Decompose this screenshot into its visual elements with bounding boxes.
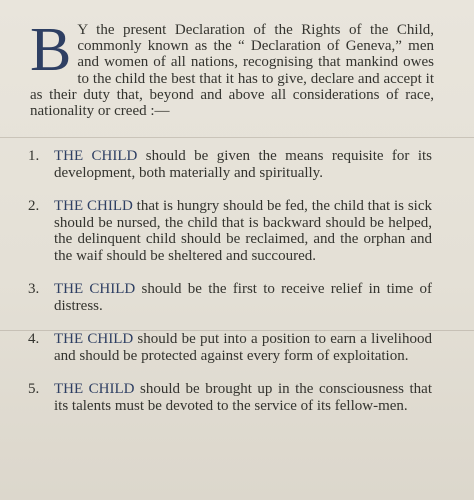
articles-list	[28, 148, 432, 414]
article-lead: THE CHILD	[54, 281, 136, 297]
article-item	[28, 148, 432, 181]
article-text: should be brought up in the consciousness that its talents must be devoted to the service of its fellow-men.	[54, 381, 432, 414]
article-text: should be put into a position to earn a livelihood and should be protected against every form of exploitation.	[54, 331, 432, 364]
article-text: should be given the means requisite for its development, both materially and spiritually.	[54, 148, 432, 181]
article-lead: THE CHILD	[54, 198, 133, 214]
article-item	[28, 198, 432, 264]
article-number: 5.	[28, 381, 40, 397]
article-lead: THE CHILD	[54, 381, 135, 397]
article-number: 3.	[28, 281, 40, 297]
article-lead: THE CHILD	[54, 331, 134, 347]
article-number: 2.	[28, 198, 40, 214]
preamble-text: Y the present Declaration of the Rights of the Child, commonly known as the “ Declaration of Geneva,” men and women of all nations, recognising that mankind owes to the child the best that it has to give, declare and accept it as their duty that, beyond and above all considerations of race, nationality or creed :—	[30, 22, 434, 120]
paper-fold-line	[0, 137, 474, 138]
article-lead: THE CHILD	[54, 148, 138, 164]
article-item	[28, 331, 432, 364]
article-item	[28, 281, 432, 314]
article-item	[28, 381, 432, 414]
article-number: 4.	[28, 331, 40, 347]
article-text: should be the first to receive relief in time of distress.	[54, 281, 432, 314]
preamble-paragraph	[30, 16, 434, 120]
drop-cap-letter: B	[30, 16, 72, 84]
article-number: 1.	[28, 148, 40, 164]
article-text: that is hungry should be fed, the child that is sick should be nursed, the child that is backward should be helped, the delinquent child should be reclaimed, and the orphan and the waif should be sheltered and succoured.	[54, 198, 432, 264]
